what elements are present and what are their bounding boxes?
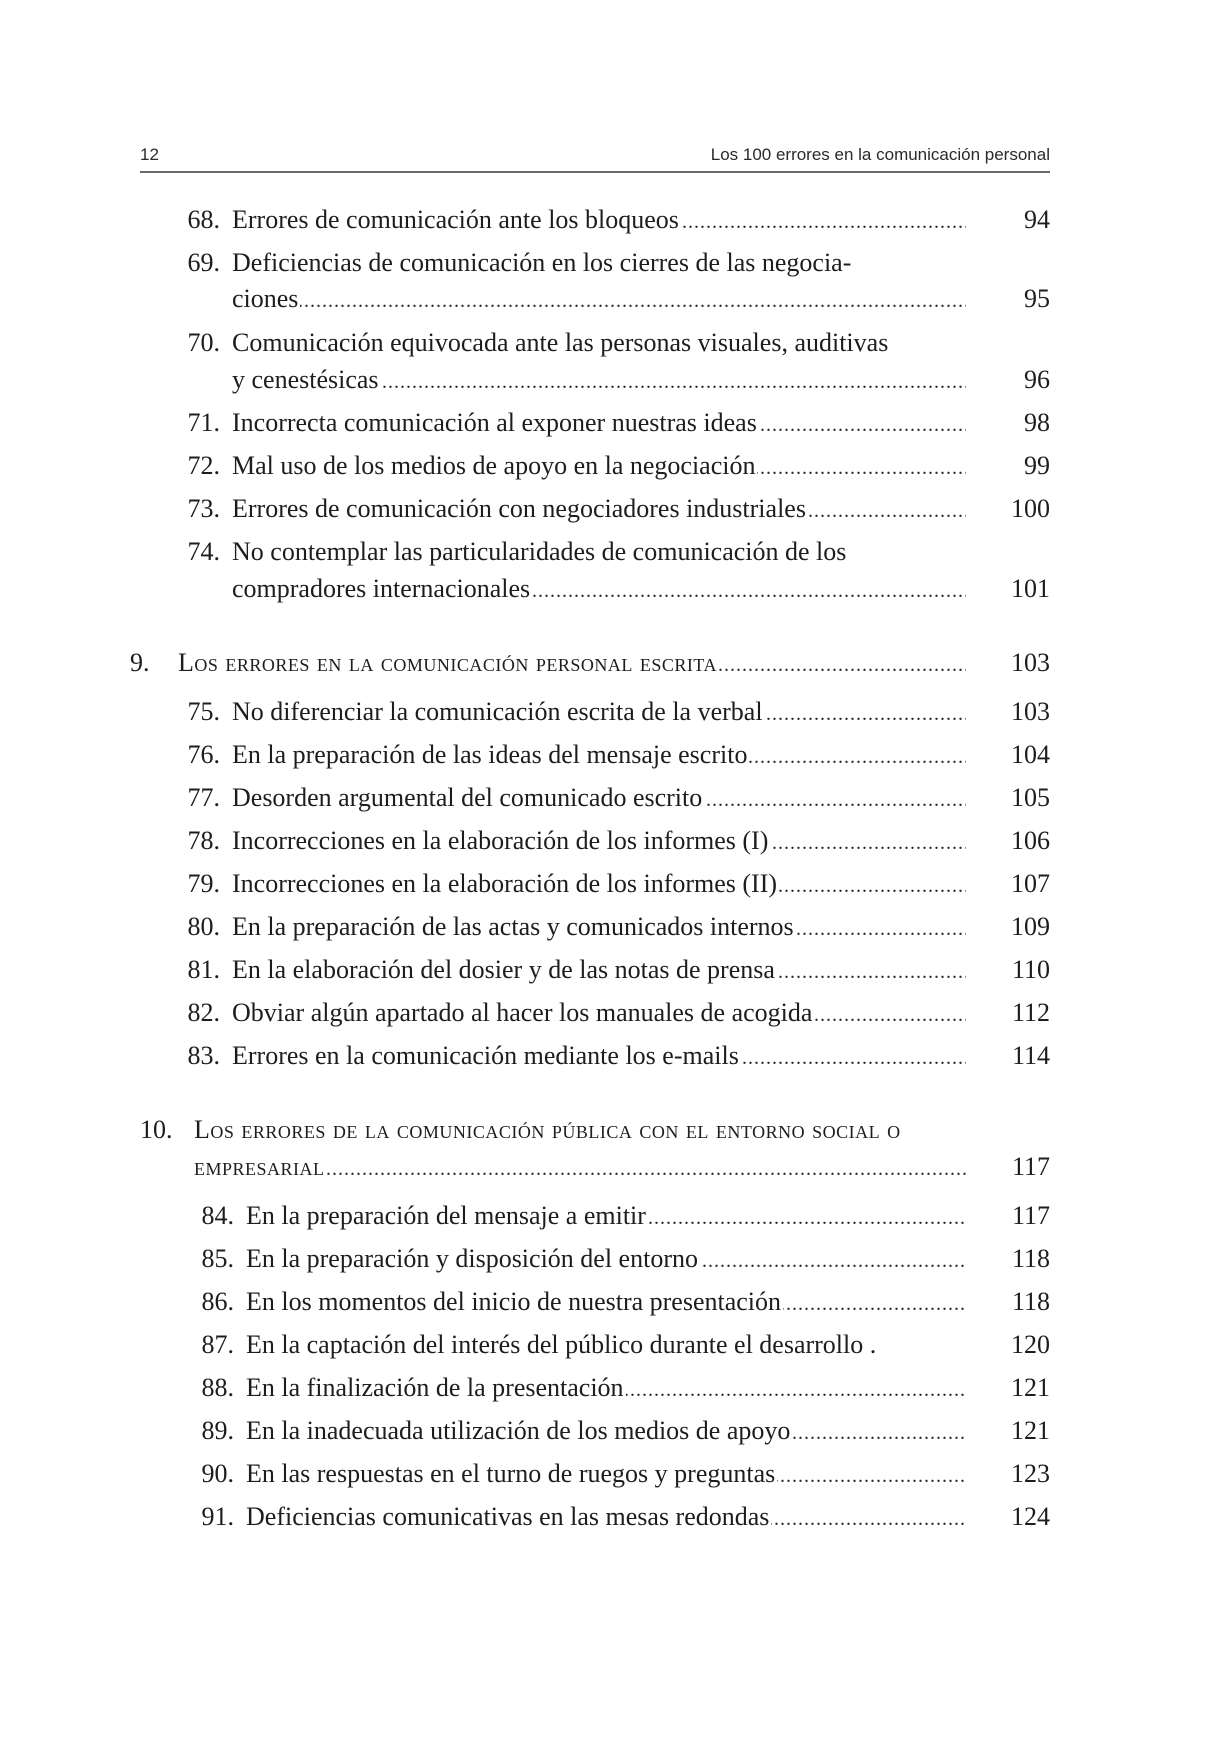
entry-number: 72.: [187, 451, 220, 480]
entry-title-continued: y cenestésicas: [232, 365, 379, 394]
entry-page: 109: [1011, 912, 1050, 941]
entry-title: Comunicación equivocada ante las personas visuales, auditivas: [232, 328, 889, 357]
entry-page: 118: [1011, 1244, 1050, 1273]
entry-number: 73.: [187, 494, 220, 523]
entry-page: 96: [1024, 365, 1050, 394]
entry-page: 100: [1011, 494, 1050, 523]
entry-number: 86.: [201, 1287, 234, 1316]
entry-title: Deficiencias de comunicación en los cierres de las negocia-: [232, 248, 852, 277]
entry-number: 80.: [187, 912, 220, 941]
entry-title: Incorrecta comunicación al exponer nuestras ideas: [232, 408, 757, 437]
entry-title: En la preparación del mensaje a emitir: [246, 1201, 646, 1230]
entry-title-continued: ciones: [232, 284, 299, 313]
entry-number: 74.: [187, 537, 220, 566]
entry-page: 105: [1011, 783, 1050, 812]
chapter-page: 103: [1011, 648, 1050, 677]
entry-title: No contemplar las particularidades de comunicación de los: [232, 537, 847, 566]
entry-page: 121: [1011, 1416, 1050, 1445]
entry-number: 70.: [187, 328, 220, 357]
entry-page: 117: [1011, 1201, 1050, 1230]
header-rule: [140, 171, 1050, 173]
entry-title: En la preparación de las actas y comunicados internos: [232, 912, 794, 941]
entry-title: Desorden argumental del comunicado escrito: [232, 783, 703, 812]
entry-page: 106: [1011, 826, 1050, 855]
entry-page: 114: [1011, 1041, 1050, 1070]
entry-page: 112: [1011, 998, 1050, 1027]
entry-page: 99: [1024, 451, 1050, 480]
chapter-title: Los errores en la comunicación personal escrita: [178, 648, 717, 677]
entry-title: En los momentos del inicio de nuestra presentación: [246, 1287, 782, 1316]
entry-number: 85.: [201, 1244, 234, 1273]
entry-title: Errores en la comunicación mediante los e-mails: [232, 1041, 739, 1070]
entry-number: 76.: [187, 740, 220, 769]
entry-title: Mal uso de los medios de apoyo en la negociación: [232, 451, 756, 480]
entry-page: 120: [1011, 1330, 1050, 1359]
entry-number: 68.: [187, 205, 220, 234]
entry-page: 95: [1024, 284, 1050, 313]
entry-page: 103: [1011, 697, 1050, 726]
entry-page: 104: [1011, 740, 1050, 769]
entry-title: En la preparación y disposición del entorno: [246, 1244, 698, 1273]
entry-number: 79.: [187, 869, 220, 898]
entry-page: 110: [1011, 955, 1050, 984]
entry-title: Deficiencias comunicativas en las mesas redondas: [246, 1502, 770, 1531]
entry-number: 78.: [187, 826, 220, 855]
entry-number: 90.: [201, 1459, 234, 1488]
entry-title: Obviar algún apartado al hacer los manuales de acogida: [232, 998, 813, 1027]
entry-number: 77.: [187, 783, 220, 812]
entry-number: 75.: [187, 697, 220, 726]
chapter-number: 9.: [130, 648, 150, 677]
chapter-page: 117: [1011, 1152, 1050, 1181]
entry-title: Incorrecciones en la elaboración de los informes (I): [232, 826, 769, 855]
entry-number: 81.: [187, 955, 220, 984]
entry-title: En la preparación de las ideas del mensaje escrito: [232, 740, 748, 769]
page-number: 12: [140, 145, 159, 164]
entry-number: 71.: [187, 408, 220, 437]
chapter-title: Los errores de la comunicación pública con el entorno social o: [194, 1115, 901, 1144]
chapter-title-continued: empresarial: [194, 1152, 325, 1181]
entry-page: 98: [1024, 408, 1050, 437]
entry-title: Errores de comunicación ante los bloqueos: [232, 205, 679, 234]
entry-number: 83.: [187, 1041, 220, 1070]
entry-page: 107: [1011, 869, 1050, 898]
entry-page: 121: [1011, 1373, 1050, 1402]
running-header: [140, 145, 1050, 173]
entry-number: 91.: [201, 1502, 234, 1531]
entry-title: En la captación del interés del público durante el desarrollo .: [246, 1330, 877, 1359]
entry-title: Errores de comunicación con negociadores industriales: [232, 494, 806, 523]
entry-number: 69.: [187, 248, 220, 277]
entry-title: Incorrecciones en la elaboración de los informes (II): [232, 869, 778, 898]
entry-number: 84.: [201, 1201, 234, 1230]
entry-title: En la inadecuada utilización de los medios de apoyo: [246, 1416, 791, 1445]
entry-page: 94: [1024, 205, 1050, 234]
entry-title: En la elaboración del dosier y de las notas de prensa: [232, 955, 775, 984]
entry-number: 82.: [187, 998, 220, 1027]
entry-title: No diferenciar la comunicación escrita de la verbal: [232, 697, 763, 726]
entry-number: 89.: [201, 1416, 234, 1445]
entry-page: 118: [1011, 1287, 1050, 1316]
entry-number: 88.: [201, 1373, 234, 1402]
entry-title: En las respuestas en el turno de ruegos y preguntas: [246, 1459, 776, 1488]
chapter-number: 10.: [140, 1115, 173, 1144]
entry-page: 124: [1011, 1502, 1050, 1531]
entry-title-continued: compradores internacionales: [232, 574, 531, 603]
entry-title: En la finalización de la presentación: [246, 1373, 624, 1402]
running-title: Los 100 errores en la comunicación personal: [710, 145, 1050, 164]
entry-page: 101: [1011, 574, 1050, 603]
entry-number: 87.: [201, 1330, 234, 1359]
entry-page: 123: [1011, 1459, 1050, 1488]
